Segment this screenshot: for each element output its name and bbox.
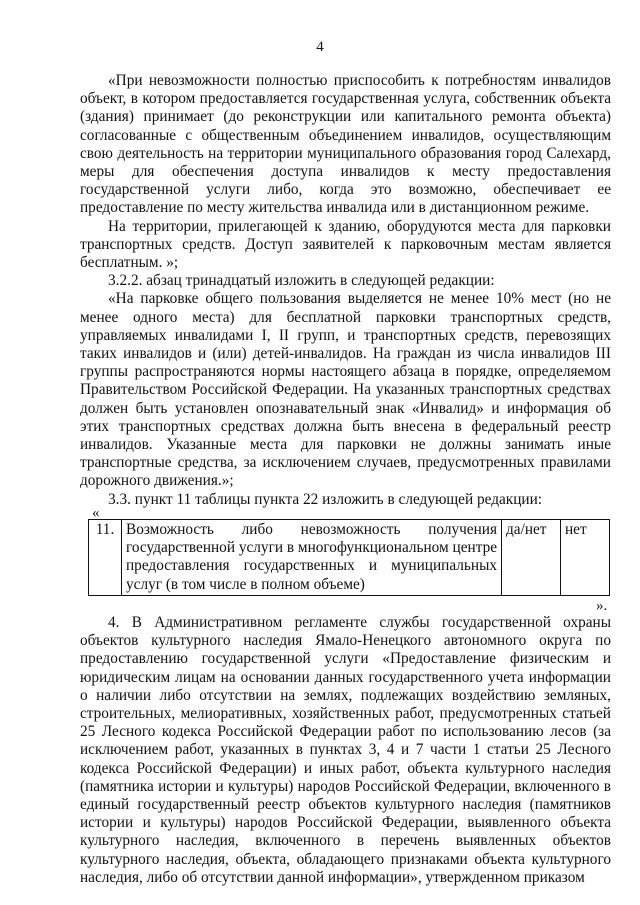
page-number: 4 [316, 39, 324, 55]
paragraph-section-4: 4. В Административном регламенте службы государственной охраны объектов культурного наследия Ямало-Ненецкого автономного округа по предоставлению государственной услуги «Предоставление физическим и юридическим лицам на основании данных государственного учета информации о наличии либо отсутствии на землях, подлежащих воздействию земляных, строительных, мелиоративных, хозяйственных работ, предусмотренных статьей 25 Лесного кодекса Российской Федерации работ по использованию лесов (за исключением работ, указанных в пунктах 3, 4 и 7 части 1 статьи 25 Лесного кодекса Российской Федерации) и иных работ, объекта культурного наследия (памятника истории и культуры) народов Российской Федерации, включенного в единый государственный реестр объектов культурного наследия (памятников истории и культуры) народов Российской Федерации, выявленного объекта культурного наследия, включенного в перечень выявленных объектов культурного наследия, объекта, обладающего признаками объекта культурного наследия, либо об отсутствии данной информации», утвержденном приказом [80, 614, 611, 886]
quote-open-mark: « [92, 505, 100, 521]
paragraph-access-measures: «При невозможности полностью приспособить к потребностям инвалидов объект, в котором предоставляется государственная услуга, собственник объекта (здания) принимает (до реконструкции или капитального ремонта объекта) согласованные с общественным объединением инвалидов, осуществляющим свою деятельность на территории муниципального образования город Салехард, меры для обеспечения доступа инвалидов к месту предоставления государственной услуги либо, когда это возможно, обеспечивает ее предоставление по месту жительства инвалида или в дистанционном режиме. [80, 72, 611, 217]
paragraph-parking-rules: «На парковке общего пользования выделяется не менее 10% мест (но не менее одного места) для бесплатной парковки транспортных средств, управляемых инвалидами I, II групп, и транспортных средств, перевозящих таких инвалидов и (или) детей-инвалидов. На граждан из числа инвалидов III группы распространяются нормы настоящего абзаца в порядке, определяемом Правительством Российской Федерации. На указанных транспортных средствах должен быть установлен опознавательный знак «Инвалид» и информация об этих транспортных средствах должна быть внесена в федеральный реестр инвалидов. Указанные места для парковки не должны занимать иные транспортные средства, за исключением случаев, предусмотренных правилами дорожного движения.»; [80, 290, 611, 490]
table-cell-options: да/нет [502, 520, 561, 596]
paragraph-3-2-2: 3.2.2. абзац тринадцатый изложить в следующей редакции: [108, 272, 495, 290]
paragraph-3-3: 3.3. пункт 11 таблицы пункта 22 изложить в следующей редакции: [108, 490, 543, 508]
table-cell-value: нет [561, 520, 610, 596]
service-table [88, 519, 610, 596]
quote-close-mark: ». [596, 598, 608, 614]
text-block-top [80, 72, 611, 509]
text-block-bottom [80, 614, 611, 887]
table-row [89, 520, 610, 596]
table-cell-number: 11. [89, 520, 122, 596]
paragraph-parking: На территории, прилегающей к зданию, оборудуются места для парковки транспортных средств. Доступ заявителей к парковочным местам является бесплатным. »; [80, 217, 611, 272]
table-cell-description: Возможность либо невозможность получения государственной услуги в многофункциональном центре предоставления государственных и муниципальных услуг (в том числе в полном объеме) [122, 520, 502, 596]
